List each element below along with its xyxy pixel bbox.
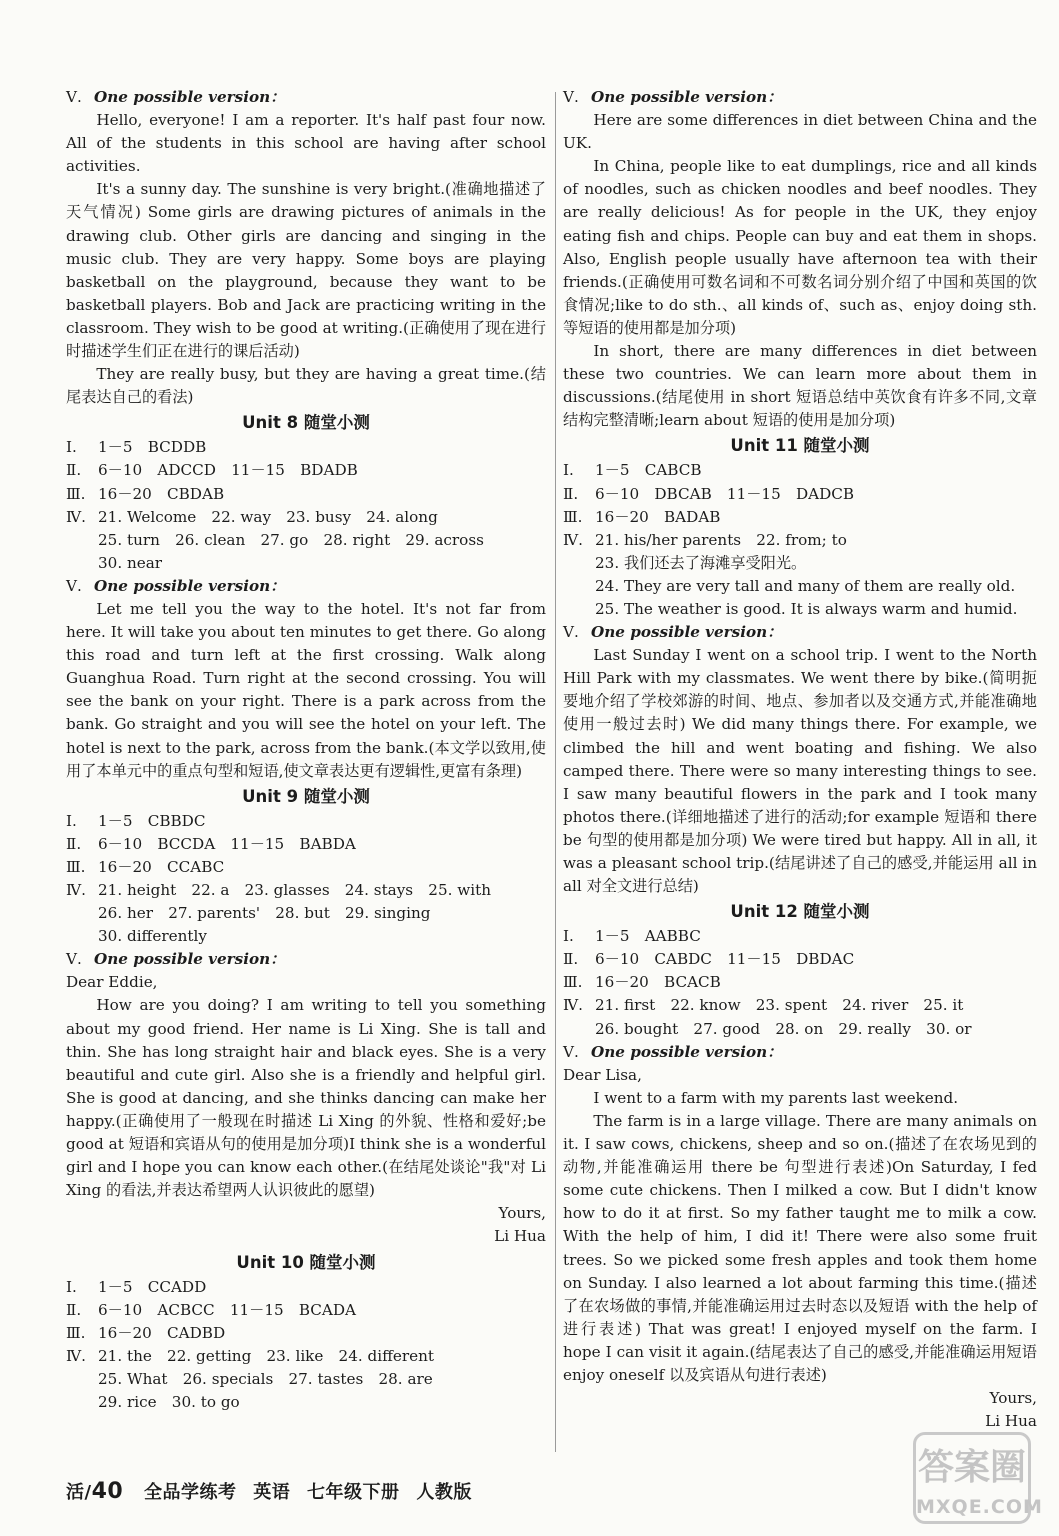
roman-numeral: Ⅰ. [66, 438, 77, 457]
roman-numeral: Ⅱ. [66, 834, 82, 853]
answer-row [563, 925, 1037, 948]
page-footer [66, 1478, 482, 1504]
roman-numeral: Ⅳ. [563, 996, 584, 1015]
answer-text: 6－10 BCCDA 11－15 BABDA [98, 834, 356, 853]
roman-numeral: Ⅳ. [563, 530, 584, 549]
answer-row [563, 971, 1037, 994]
answer-continuation: 24. They are very tall and many of them are really old. [595, 576, 1016, 595]
letter-closing: Yours, [989, 1389, 1037, 1408]
answer-row [66, 1322, 546, 1345]
answer-text: 16－20 BADAB [595, 507, 721, 526]
roman-numeral: Ⅱ. [66, 1300, 82, 1319]
answer-row [66, 856, 546, 879]
roman-numeral: Ⅳ. [66, 881, 87, 899]
section-heading [563, 1041, 1037, 1064]
answer-text: 1－5 CBBDC [98, 811, 206, 830]
answer-continuation: 25. The weather is good. It is always warm and humid. [595, 599, 1018, 618]
answer-text: 21. Welcome 22. way 23. busy 24. along [98, 507, 438, 526]
roman-numeral: Ⅲ. [66, 484, 86, 503]
answer-row [66, 1276, 546, 1299]
answer-row [66, 879, 546, 902]
answer-row [563, 948, 1037, 971]
section-heading [66, 948, 546, 971]
section-heading [66, 86, 546, 109]
roman-numeral: Ⅱ. [563, 484, 579, 503]
roman-numeral: Ⅲ. [563, 973, 583, 992]
roman-numeral: Ⅴ. [66, 950, 82, 969]
answer-text: 16－20 CCABC [98, 857, 225, 876]
section-heading [66, 575, 546, 598]
watermark-cn-text: 答案圈 [917, 1447, 1026, 1488]
roman-numeral: Ⅰ. [66, 811, 77, 830]
answer-row [563, 483, 1037, 506]
essay-paragraph: It's a sunny day. The sunshine is very bright.(准确地描述了天气情况) Some girls are drawing pictures of animals in the drawing club. Other girls are dancing and singing in the music club. They are very happy. Some boys are playing basketball on the playground, because they want to be basketball players. Bob and Jack are practicing writing in the classroom. They wish to be good at writing.(正确使用了现在进行时描述学生们正在进行的课后活动) [66, 180, 546, 361]
essay-paragraph: The farm is in a large village. There are many animals on it. I saw cows, chickens, sheep and so on.(描述了在农场见到的动物,并能准确运用 there be 句型进行表述)On Saturday, I fed some cute chickens. Then I milked a cow. But I didn't know how to do it at first. So my father taught me to milk a cow. With the help of him, I did it! There were also some fruit trees. So we picked some fresh apples and took them home on Sunday. I also learned a lot about farming this time.(描述了在农场做的事情,并能准确运用过去时态以及短语 with the help of 进行表述) That was great! I enjoyed myself on the farm. I hope I can visit it again.(结尾表达了自己的感受,并能准确运用短语 enjoy oneself 以及宾语从句进行表述) [563, 1111, 1037, 1384]
version-label: One possible version： [94, 88, 286, 106]
page-number-value: 40 [91, 1479, 124, 1504]
answer-text: 16－20 BCACB [595, 973, 721, 992]
essay-paragraph: How are you doing? I am writing to tell you something about my good friend. Her name is Li Xing. She is tall and thin. She has long straight hair and black eyes. She is a very beautiful and cute girl. Also she is a friendly and helpful girl. She is good at dancing, and she thinks dancing can make her happy.(正确使用了一般现在时描述 Li Xing 的外貌、性格和爱好;be good at 短语和宾语从句的使用是加分项)I think she is a wonderful girl and I hope you can know each other.(在结尾处谈论"我"对 Li Xing 的看法,并表达希望两人认识彼此的愿望) [66, 996, 546, 1200]
answer-row [66, 810, 546, 833]
answer-continuation: 23. 我们还去了海滩享受阳光。 [595, 553, 807, 572]
answer-row [66, 1345, 546, 1368]
version-label: One possible version： [591, 88, 783, 106]
answer-row [563, 506, 1037, 529]
version-label: One possible version： [94, 576, 286, 595]
answer-text: 1－5 CABCB [595, 461, 702, 480]
unit-9-title: Unit 9 随堂小测 [242, 786, 370, 806]
letter-greeting: Dear Lisa, [563, 1065, 642, 1084]
answer-text: 16－20 CADBD [98, 1323, 226, 1342]
version-label: One possible version： [591, 1042, 783, 1061]
answer-text: 21. first 22. know 23. spent 24. river 25. it [595, 996, 964, 1015]
letter-greeting: Dear Eddie, [66, 973, 158, 992]
section-heading [563, 621, 1037, 644]
answer-text: 6－10 DBCAB 11－15 DADCB [595, 484, 855, 503]
letter-signature: Li Hua [985, 1412, 1037, 1431]
roman-numeral: Ⅰ. [66, 1277, 77, 1296]
answer-text: 21. height 22. a 23. glasses 24. stays 25. with [98, 881, 492, 899]
subject-name: 英语 [253, 1482, 291, 1503]
answer-text: 1－5 CCADD [98, 1277, 207, 1296]
essay-paragraph: They are really busy, but they are having a great time.(结尾表达自己的看法) [66, 365, 546, 407]
watermark-en-text: MXQE.COM [916, 1496, 1043, 1518]
answer-text: 21. the 22. getting 23. like 24. different [98, 1346, 435, 1365]
unit-10-title: Unit 10 随堂小测 [236, 1252, 376, 1272]
answer-row [66, 459, 546, 482]
answer-text: 6－10 ADCCD 11－15 BDADB [98, 461, 358, 480]
roman-numeral: Ⅰ. [563, 461, 574, 480]
answer-row [563, 459, 1037, 482]
answer-text: 6－10 CABDC 11－15 DBDAC [595, 950, 855, 969]
answer-row [66, 483, 546, 506]
answer-row [563, 529, 1037, 552]
left-column [66, 86, 546, 1414]
letter-closing: Yours, [498, 1204, 546, 1223]
answer-row [66, 506, 546, 529]
answer-row [66, 833, 546, 856]
unit-11-title: Unit 11 随堂小测 [730, 436, 870, 456]
page-number [66, 1479, 124, 1504]
roman-numeral: Ⅲ. [66, 857, 86, 876]
roman-numeral: Ⅰ. [563, 927, 574, 946]
answer-continuation: 26. her 27. parents' 28. but 29. singing [98, 904, 431, 923]
essay-paragraph: Last Sunday I went on a school trip. I went to the North Hill Park with my classmates. We went there by bike.(简明扼要地介绍了学校郊游的时间、地点、参加者以及交通方式,并能准确地使用一般过去时) We did many things there. For example, we climbed the hill and went boating and fishing. We also camped there. There were so many interesting things to see. I saw many beautiful flowers in the park and I took many photos there.(详细地描述了进行的活动;for example 短语和 there be 句型的使用都是加分项) We were tired but happy. All in all, it was a pleasant school trip.(结尾讲述了自己的感受,并能运用 all in all 对全文进行总结) [563, 646, 1037, 896]
answer-row [66, 1299, 546, 1322]
roman-numeral: Ⅳ. [66, 507, 87, 526]
answer-text: 6－10 ACBCC 11－15 BCADA [98, 1300, 357, 1319]
roman-numeral: Ⅳ. [66, 1346, 87, 1365]
answer-continuation: 25. turn 26. clean 27. go 28. right 29. across [98, 530, 484, 549]
roman-numeral: Ⅴ. [66, 576, 82, 595]
version-label: One possible version： [591, 623, 783, 642]
answer-continuation: 26. bought 27. good 28. on 29. really 30. or [595, 1019, 972, 1038]
roman-numeral: Ⅴ. [563, 623, 579, 642]
essay-paragraph: Hello, everyone! I am a reporter. It's half past four now. All of the students in this school are having after school activities. [66, 111, 546, 176]
edition-name: 人教版 [416, 1482, 472, 1503]
roman-numeral: Ⅴ. [563, 88, 579, 106]
roman-numeral: Ⅲ. [66, 1323, 86, 1342]
answer-continuation: 30. differently [98, 927, 207, 946]
answer-continuation: 29. rice 30. to go [98, 1392, 240, 1411]
watermark-logo [913, 1432, 1043, 1524]
answer-continuation: 25. What 26. specials 27. tastes 28. are [98, 1369, 433, 1388]
version-label: One possible version： [94, 950, 286, 969]
answer-row [563, 994, 1037, 1017]
section-heading [563, 86, 1037, 109]
essay-paragraph: In short, there are many differences in diet between these two countries. We can learn more about them in discussions.(结尾使用 in short 短语总结中英饮食有许多不同,文章结构完整清晰;learn about 短语的使用是加分项) [563, 342, 1037, 430]
right-column [563, 86, 1037, 1433]
essay-paragraph: In China, people like to eat dumplings, rice and all kinds of noodles, such as chicken noodles and beef noodles. They are really delicious! As for people in the UK, they enjoy eating fish and chips. People can buy and eat them in shops. Also, English people usually have afternoon tea with their friends.(正确使用可数名词和不可数名词分别介绍了中国和英国的饮食情况;like to do sth.、all kinds of、such as、enjoy doing sth.等短语的使用都是加分项) [563, 157, 1037, 337]
essay-paragraph: Here are some differences in diet between China and the UK. [563, 111, 1037, 153]
essay-paragraph: Let me tell you the way to the hotel. It's not far from here. It will take you about ten minutes to get there. Go along this road and turn left at the first crossing. Walk along Guanghua Road. Turn right at the second crossing. You will see the bank on your right. There is a park across from the bank. Go straight and you will see the hotel on your left. The hotel is next to the park, across from the bank.(本文学以致用,使用了本单元中的重点句型和短语,使文章表达更有逻辑性,更富有条理) [66, 599, 546, 780]
answer-text: 16－20 CBDAB [98, 484, 225, 503]
grade-name: 七年级下册 [307, 1482, 400, 1503]
unit-8-title: Unit 8 随堂小测 [242, 413, 370, 433]
answer-row [66, 436, 546, 459]
page-prefix: 活/ [66, 1482, 92, 1503]
unit-12-title: Unit 12 随堂小测 [730, 902, 870, 922]
roman-numeral: Ⅴ. [563, 1042, 579, 1061]
letter-signature: Li Hua [494, 1227, 546, 1246]
answer-text: 1－5 BCDDB [98, 438, 207, 457]
answer-text: 1－5 AABBC [595, 927, 701, 946]
column-divider [555, 92, 556, 1452]
essay-paragraph: I went to a farm with my parents last weekend. [593, 1088, 959, 1107]
roman-numeral: Ⅲ. [563, 507, 583, 526]
roman-numeral: Ⅴ. [66, 88, 82, 106]
answer-continuation: 30. near [98, 553, 163, 572]
roman-numeral: Ⅱ. [66, 461, 82, 480]
answer-text: 21. his/her parents 22. from; to [595, 530, 847, 549]
roman-numeral: Ⅱ. [563, 950, 579, 969]
series-name: 全品学练考 [143, 1482, 237, 1503]
